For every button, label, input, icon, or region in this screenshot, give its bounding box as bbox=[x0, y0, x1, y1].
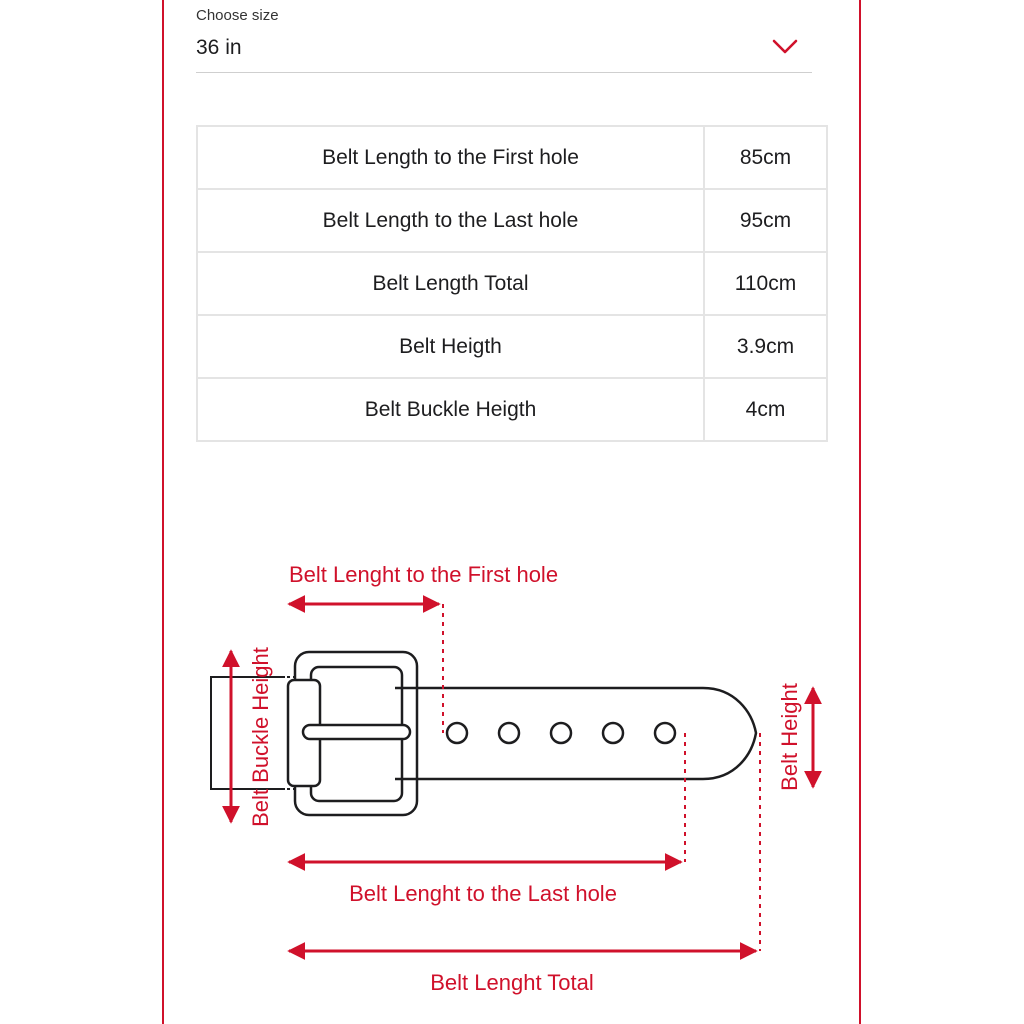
table-cell-label: Belt Heigth bbox=[197, 315, 704, 378]
table-cell-label: Belt Length to the First hole bbox=[197, 126, 704, 189]
table-cell-label: Belt Length Total bbox=[197, 252, 704, 315]
table-cell-value: 95cm bbox=[704, 189, 827, 252]
size-select-label: Choose size bbox=[196, 7, 279, 24]
table-cell-value: 110cm bbox=[704, 252, 827, 315]
first-hole-label: Belt Lenght to the First hole bbox=[289, 562, 559, 587]
table-cell-label: Belt Buckle Heigth bbox=[197, 378, 704, 441]
belt-height-label: Belt Height bbox=[777, 683, 802, 791]
total-label: Belt Lenght Total bbox=[430, 970, 594, 995]
buckle-height-label: Belt Buckle Height bbox=[248, 647, 273, 827]
belt-strap bbox=[395, 688, 756, 779]
belt-hole bbox=[551, 723, 571, 743]
table-cell-value: 85cm bbox=[704, 126, 827, 189]
table-cell-label: Belt Length to the Last hole bbox=[197, 189, 704, 252]
last-hole-label: Belt Lenght to the Last hole bbox=[349, 881, 617, 906]
buckle-prong bbox=[303, 725, 410, 739]
belt-hole bbox=[499, 723, 519, 743]
belt-hole bbox=[655, 723, 675, 743]
table-cell-value: 4cm bbox=[704, 378, 827, 441]
size-select-value[interactable]: 36 in bbox=[196, 36, 242, 59]
table-cell-value: 3.9cm bbox=[704, 315, 827, 378]
belt-hole bbox=[447, 723, 467, 743]
belt-hole bbox=[603, 723, 623, 743]
